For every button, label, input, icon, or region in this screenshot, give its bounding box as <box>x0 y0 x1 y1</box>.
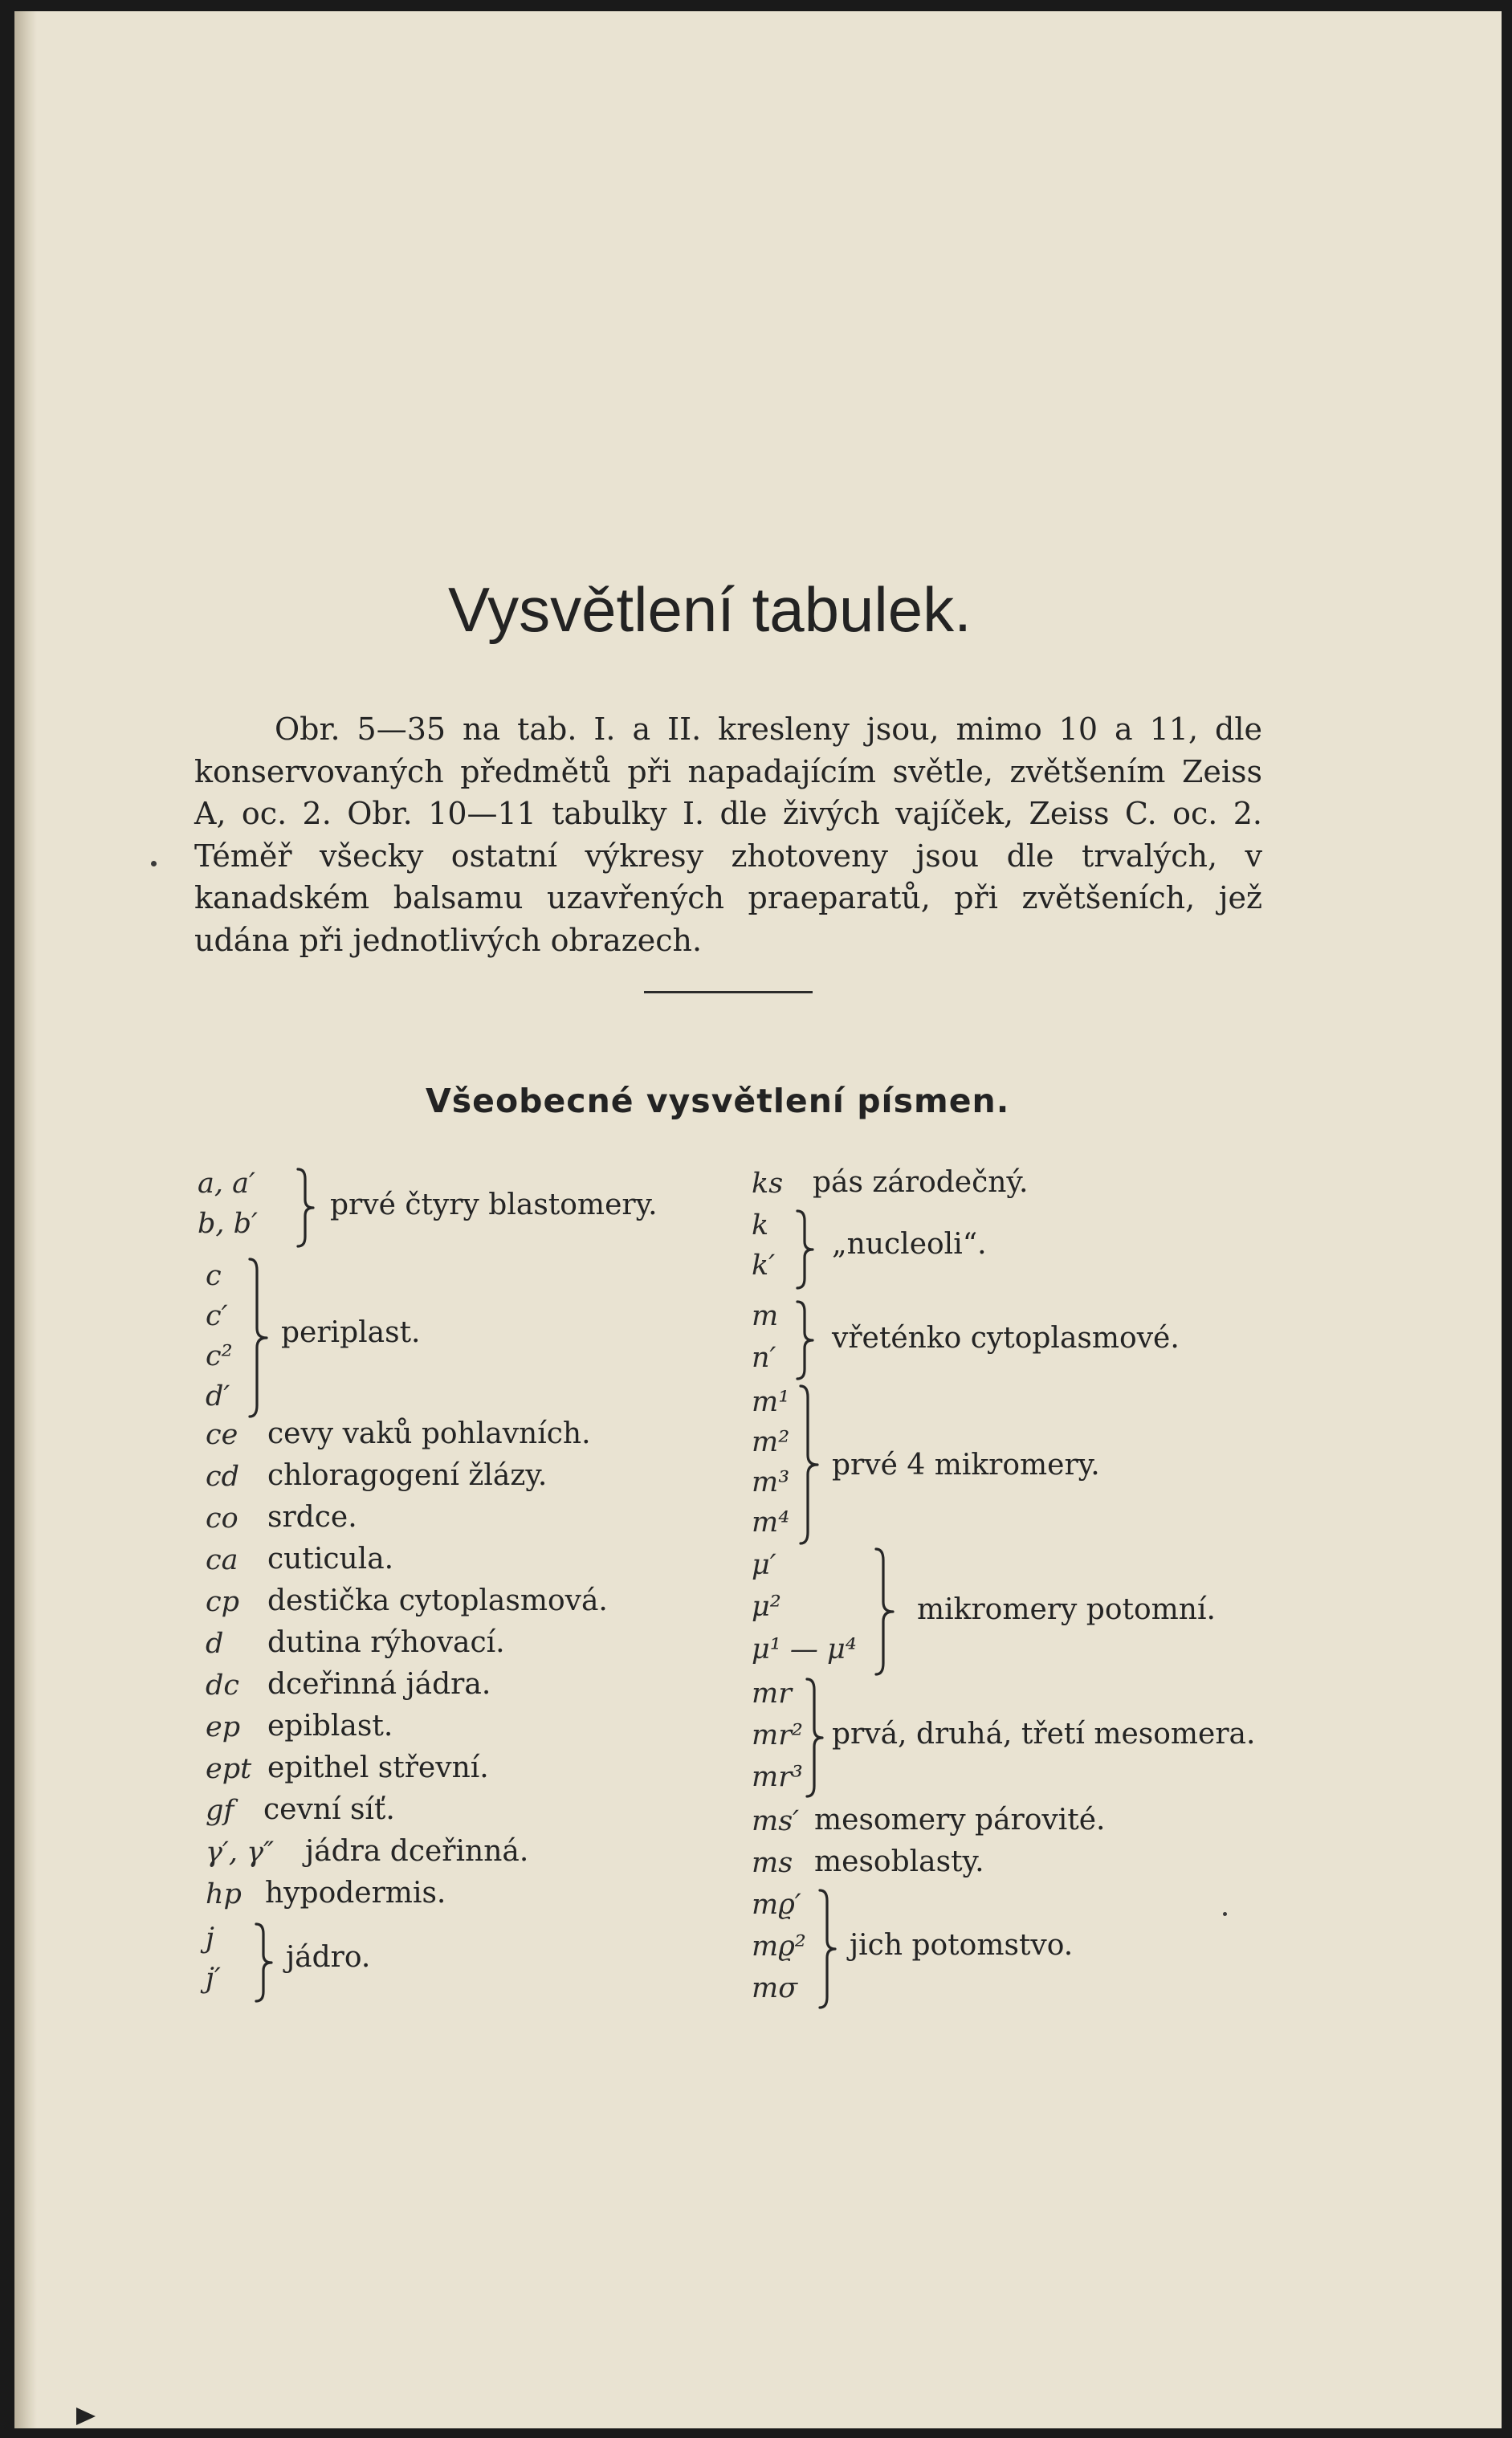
desc-dc: dceřinná jádra. <box>267 1668 491 1701</box>
abbr-mu-prime: μ′ <box>752 1549 776 1581</box>
desc-gf: cevní síť. <box>263 1793 395 1826</box>
abbr-gf: gf <box>206 1795 234 1827</box>
desc-ca: cuticula. <box>267 1543 394 1576</box>
brace-right-1 <box>795 1209 819 1290</box>
desc-ms-prime: mesomery párovité. <box>814 1804 1106 1837</box>
brace-left-2 <box>247 1258 273 1418</box>
stray-dot-mark <box>151 861 157 866</box>
abbr-cp: cp <box>206 1586 240 1618</box>
abbr-ca: ca <box>206 1544 238 1576</box>
desc-ept: epithel střevní. <box>267 1751 489 1784</box>
intro-paragraph: Obr. 5—35 na tab. I. a II. kresleny jsou, mimo 10 a 11, dle konservovaných předmětů při napadajícím světle, zvětšením Zeiss A, oc. 2. Obr. 10—11 tabulky I. dle živých vajíček, Zeiss C. oc. 2. Téměř všecky ostatní výkresy zhotoveny jsou dle trvalých, v kanadském balsamu uzavřených praeparatů, při zvětšeních, jež udána při jednotlivých obrazech. <box>194 711 1262 958</box>
abbr-dc: dc <box>206 1670 240 1702</box>
abbr-m-sigma: mσ <box>752 1972 798 2004</box>
desc-vretenko: vřeténko cytoplasmové. <box>832 1322 1180 1355</box>
abbr-ept: ept <box>206 1753 252 1785</box>
book-page <box>14 11 1502 2428</box>
abbr-co: co <box>206 1502 238 1535</box>
desc-co: srdce. <box>267 1501 357 1534</box>
abbr-c-prime: c′ <box>206 1300 228 1332</box>
desc-potomstvo: jich potomstvo. <box>850 1929 1074 1962</box>
desc-ce: cevy vaků pohlavních. <box>267 1417 591 1450</box>
abbr-m3: m³ <box>752 1466 790 1498</box>
abbr-d: d <box>206 1628 224 1660</box>
abbr-k-prime: k′ <box>752 1250 776 1282</box>
abbr-m: m <box>752 1300 779 1332</box>
abbr-m4: m⁴ <box>752 1506 790 1539</box>
abbr-c2: c² <box>206 1340 233 1372</box>
abbr-b: b, b′ <box>198 1208 259 1240</box>
abbr-ms-prime: ms′ <box>752 1805 800 1837</box>
page-corner-mark <box>76 2407 96 2425</box>
desc-ms: mesoblasty. <box>814 1845 984 1878</box>
abbr-d-prime: d′ <box>206 1380 230 1413</box>
abbr-mr3: mr³ <box>752 1761 803 1793</box>
brace-right-3 <box>798 1384 824 1545</box>
desc-blastomery: prvé čtyry blastomery. <box>330 1188 658 1221</box>
desc-nucleoli: „nucleoli“. <box>832 1228 987 1261</box>
abbr-n-prime: n′ <box>752 1342 776 1374</box>
abbr-m-rho2: mϱ² <box>752 1930 806 1963</box>
abbr-mr: mr <box>752 1678 792 1710</box>
desc-cp: destička cytoplasmová. <box>267 1584 608 1617</box>
desc-prve-4-mikromery: prvé 4 mikromery. <box>832 1449 1100 1482</box>
abbr-mu1-mu4: μ¹ — μ⁴ <box>752 1633 857 1665</box>
abbr-j-prime: j′ <box>206 1963 221 1995</box>
abbr-ce: ce <box>206 1419 238 1451</box>
abbr-gamma: γ′, γ″ <box>206 1837 275 1869</box>
desc-ks: pás zárodečný. <box>813 1166 1029 1199</box>
desc-periplast: periplast. <box>281 1316 421 1349</box>
abbr-mu2: μ² <box>752 1591 781 1623</box>
page-spine-shadow <box>14 11 37 2428</box>
abbr-m2: m² <box>752 1426 790 1458</box>
brace-right-5 <box>805 1678 829 1798</box>
abbr-ks: ks <box>752 1168 784 1200</box>
section-divider <box>644 991 813 993</box>
desc-jadro: jádro. <box>286 1941 371 1974</box>
brace-right-6 <box>817 1889 842 2009</box>
desc-hp: hypodermis. <box>265 1877 446 1910</box>
brace-left-1 <box>295 1168 320 1248</box>
desc-mesomera: prvá, druhá, třetí mesomera. <box>832 1718 1256 1751</box>
desc-cd: chloragogení žlázy. <box>267 1459 548 1492</box>
stray-dot-mark-2 <box>1223 1912 1227 1916</box>
abbr-c: c <box>206 1260 222 1292</box>
brace-right-4 <box>874 1547 899 1676</box>
brace-right-2 <box>795 1300 819 1380</box>
abbr-m-rho-prime: mϱ′ <box>752 1889 801 1921</box>
abbr-ep: ep <box>206 1711 241 1743</box>
abbr-j: j <box>206 1922 214 1955</box>
desc-ep: epiblast. <box>267 1710 393 1743</box>
abbr-cd: cd <box>206 1461 240 1493</box>
brace-left-3 <box>254 1922 278 2003</box>
abbr-k: k <box>752 1209 769 1241</box>
abbr-mr2: mr² <box>752 1719 803 1751</box>
desc-gamma: jádra dceřinná. <box>305 1835 529 1868</box>
abbr-hp: hp <box>206 1878 242 1910</box>
abbr-m1: m¹ <box>752 1386 790 1418</box>
section-subtitle: Všeobecné vysvětlení písmen. <box>426 1082 1010 1120</box>
desc-mikromery-potomni: mikromery potomní. <box>917 1593 1216 1626</box>
abbr-a: a, a′ <box>198 1168 255 1200</box>
page-title: Vysvětlení tabulek. <box>448 574 972 645</box>
abbr-ms: ms <box>752 1847 793 1879</box>
desc-d: dutina rýhovací. <box>267 1626 505 1659</box>
